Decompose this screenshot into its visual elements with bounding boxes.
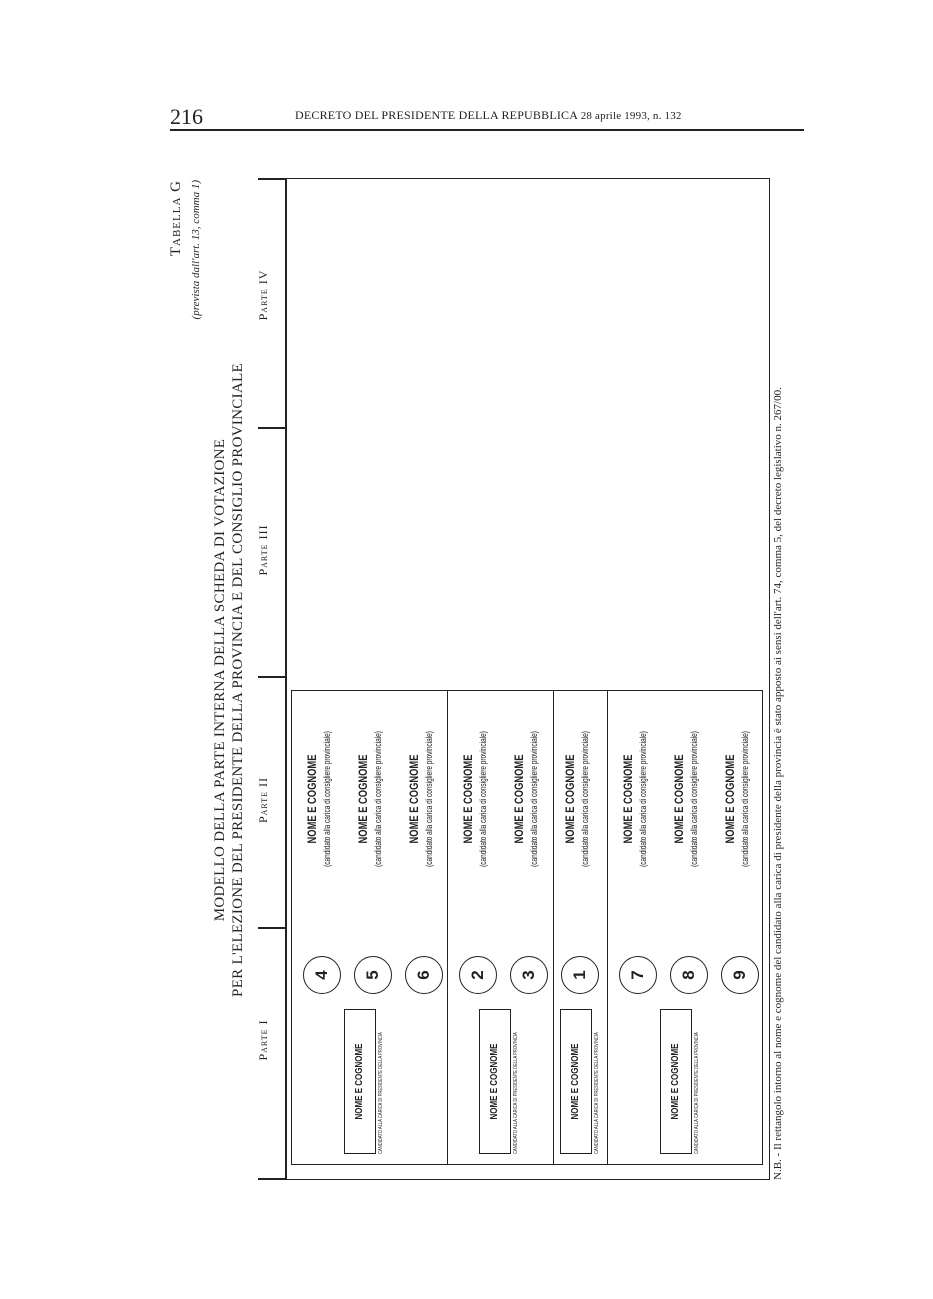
president-caption: CANDIDATO ALLA CARICA DI PRESIDENTE DELLA PROVINCIA (694, 1032, 700, 1154)
candidate-caption: (candidato alla carica di consigliere provinciale) (373, 731, 383, 867)
president-candidate (479, 1009, 519, 1154)
president-name-box (479, 1009, 511, 1154)
candidate-caption: (candidato alla carica di consigliere provinciale) (478, 731, 488, 867)
column-tick (258, 927, 286, 929)
footnote: N.B. - Il rettangolo intorno al nome e cognome del candidato alla carica di presidente della provincia è stato apposto ai sensi dell'art. 74, comma 5, del decreto legislativo n. 267/00. (772, 387, 784, 1180)
list-number-circle: 5 (354, 956, 392, 994)
table-reference: (prevista dall'art. 13, comma 1) (190, 180, 202, 320)
council-candidate (563, 699, 590, 899)
table-title-line1: MODELLO DELLA PARTE INTERNA DELLA SCHEDA DI VOTAZIONE (212, 438, 228, 922)
council-candidate (407, 699, 434, 899)
council-candidate (356, 699, 383, 899)
president-name: NOME E COGNOME (354, 1043, 365, 1120)
president-candidate (660, 1009, 700, 1154)
candidate-caption: (candidato alla carica di consigliere provinciale) (424, 731, 434, 867)
candidate-caption: (candidato alla carica di consigliere provinciale) (740, 731, 750, 867)
president-caption: CANDIDATO ALLA CARICA DI PRESIDENTE DELLA PROVINCIA (378, 1032, 384, 1154)
candidate-name: NOME E COGNOME (563, 754, 577, 844)
list-group (553, 691, 607, 1164)
table-label: Tabella G (168, 180, 184, 257)
rotated-table (160, 170, 800, 1190)
running-title: DECRETO DEL PRESIDENTE DELLA REPUBBLICA (295, 108, 578, 122)
page-number: 216 (170, 104, 203, 129)
list-number-circle: 4 (303, 956, 341, 994)
candidate-caption: (candidato alla carica di consigliere provinciale) (529, 731, 539, 867)
candidate-caption: (candidato alla carica di consigliere provinciale) (580, 731, 590, 867)
column-tick (258, 427, 286, 429)
president-caption: CANDIDATO ALLA CARICA DI PRESIDENTE DELLA PROVINCIA (513, 1032, 519, 1154)
council-candidate (672, 699, 699, 899)
list-group (447, 691, 553, 1164)
table-title-line2: PER L'ELEZIONE DEL PRESIDENTE DELLA PROVINCIA E DEL CONSIGLIO PROVINCIALE (230, 363, 246, 997)
candidate-name: NOME E COGNOME (723, 754, 737, 844)
candidate-caption: (candidato alla carica di consigliere provinciale) (638, 731, 648, 867)
candidate-caption: (candidato alla carica di consigliere provinciale) (689, 731, 699, 867)
part-label-4: Parte IV (256, 269, 270, 321)
council-candidate (723, 699, 750, 899)
list-number-circle: 8 (670, 956, 708, 994)
running-header (295, 108, 682, 123)
president-name-box (560, 1009, 592, 1154)
list-group (607, 691, 762, 1164)
part-label-1: Parte I (256, 1019, 270, 1061)
candidate-name: NOME E COGNOME (305, 754, 319, 844)
president-candidate (560, 1009, 600, 1154)
running-date: 28 aprile 1993, n. 132 (580, 110, 682, 122)
president-name-box (660, 1009, 692, 1154)
president-name: NOME E COGNOME (489, 1043, 500, 1120)
president-name-box (344, 1009, 376, 1154)
council-candidate (512, 699, 539, 899)
candidate-name: NOME E COGNOME (356, 754, 370, 844)
candidate-name: NOME E COGNOME (672, 754, 686, 844)
president-name: NOME E COGNOME (570, 1043, 581, 1120)
part-label-3: Parte III (256, 524, 270, 576)
list-number-circle: 2 (459, 956, 497, 994)
list-number-circle: 7 (619, 956, 657, 994)
column-tick (258, 178, 286, 180)
candidate-name: NOME E COGNOME (621, 754, 635, 844)
president-caption: CANDIDATO ALLA CARICA DI PRESIDENTE DELLA PROVINCIA (594, 1032, 600, 1154)
ballot-sample (291, 690, 763, 1165)
list-number-circle: 1 (561, 956, 599, 994)
candidate-caption: (candidato alla carica di consigliere provinciale) (322, 731, 332, 867)
frame-bottom-rule (769, 178, 770, 1180)
candidate-name: NOME E COGNOME (461, 754, 475, 844)
column-tick (258, 676, 286, 678)
president-candidate (344, 1009, 384, 1154)
column-tick (258, 1178, 286, 1180)
council-candidate (305, 699, 332, 899)
council-candidate (621, 699, 648, 899)
candidate-name: NOME E COGNOME (407, 754, 421, 844)
president-name: NOME E COGNOME (670, 1043, 681, 1120)
part-label-2: Parte II (256, 776, 270, 824)
header-rule (170, 129, 804, 131)
list-group (292, 691, 447, 1164)
list-number-circle: 3 (510, 956, 548, 994)
council-candidate (461, 699, 488, 899)
list-number-circle: 6 (405, 956, 443, 994)
candidate-name: NOME E COGNOME (512, 754, 526, 844)
list-number-circle: 9 (721, 956, 759, 994)
